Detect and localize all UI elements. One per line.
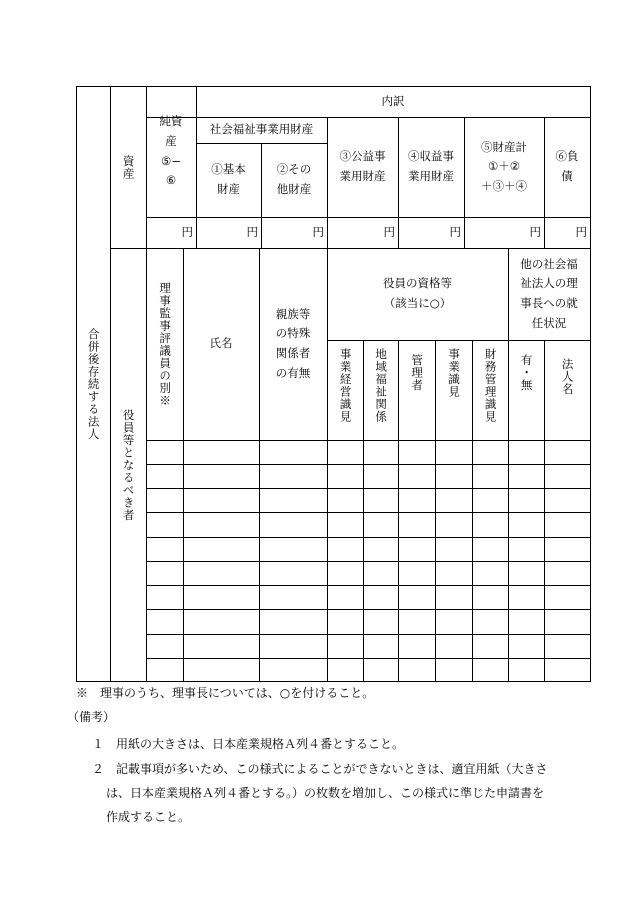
other-property-header: ②その 他財産 (276, 162, 312, 196)
yes-no-header: 有・無 (519, 354, 534, 392)
remark-1: １ 用紙の大きさは、日本産業規格Ａ列４番とすること。 (92, 737, 405, 751)
qual-business-insight: 事業識見 (447, 348, 462, 398)
name-header: 氏名 (209, 336, 233, 351)
liabilities-header: ⑥負 債 (555, 149, 579, 183)
assets-label: 資産 (121, 154, 136, 180)
yen-unit: 円 (575, 224, 587, 239)
yen-unit: 円 (529, 224, 541, 239)
basic-property-header: ①基本 財産 (211, 162, 246, 196)
qual-manager: 管理者 (410, 354, 425, 392)
yen-unit: 円 (181, 224, 193, 239)
officers-label: 役員等となるべき者 (121, 408, 136, 522)
qualification-header: 役員の資格等 （該当に○） (383, 276, 452, 310)
remark-2: ２ 記載事項が多いため、この様式によることができないときは、適宜用紙（大きさ (92, 762, 548, 776)
chairman-note: ※ 理事のうち、理事長については、○を付けること。 (76, 686, 375, 700)
qual-business-management: 事業経営識見 (338, 348, 353, 423)
relation-header: 親族等 の特殊 関係者 の有無 (275, 306, 311, 380)
qual-financial-management: 財務管理識見 (483, 348, 498, 423)
corp-name-header: 法人名 (560, 358, 575, 396)
application-form-table (76, 86, 591, 682)
merged-corp-label: 合併後存続する法人 (86, 327, 101, 441)
yen-unit: 円 (449, 224, 461, 239)
public-business-property-header: ③公益事 業用財産 (339, 149, 386, 183)
yen-unit: 円 (383, 224, 395, 239)
social-welfare-property-header: 社会福祉事業用財産 (209, 122, 314, 137)
remark-2-cont: は、日本産業規格Ａ列４番とする。）の枚数を増加し、この様式に準じた申請書を (106, 786, 545, 800)
yen-unit: 円 (246, 224, 258, 239)
yen-unit: 円 (312, 224, 324, 239)
breakdown-header: 内訳 (381, 93, 405, 108)
remarks-heading: （備考） (67, 710, 116, 724)
qual-community-welfare: 地域福祉関係 (374, 348, 389, 423)
profit-business-property-header: ④収益事 業用財産 (408, 149, 454, 183)
net-assets-header: 純資 産 ⑤− ⑥ (159, 114, 183, 188)
other-corp-chair-header: 他の社会福 祉法人の理 事長への就 任状況 (520, 256, 578, 330)
role-header: 理事監事評議員の別※ (158, 281, 173, 407)
property-total-header: ⑤財産計 ①＋② ＋③＋④ (481, 139, 527, 193)
remark-2-cont: 作成すること。 (106, 810, 191, 824)
